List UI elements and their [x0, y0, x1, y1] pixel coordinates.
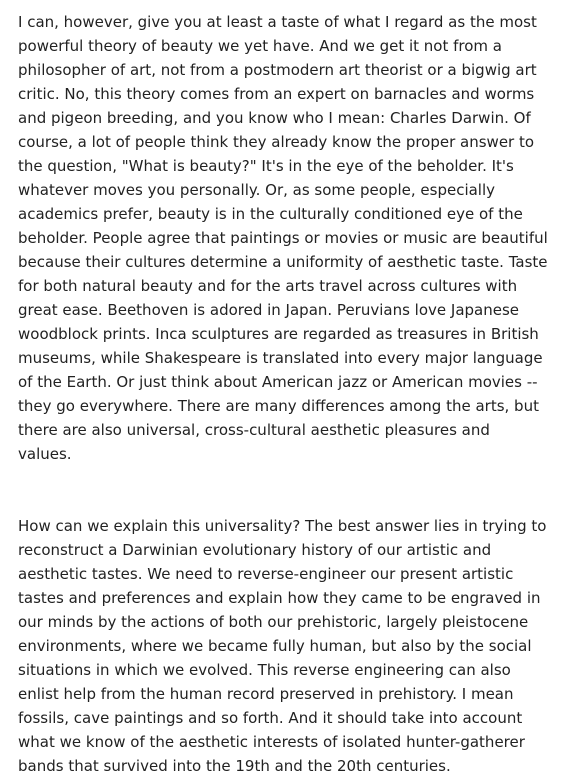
paragraph-2: How can we explain this universality? The best answer lies in trying to reconstruct a Darwinian evolutionary history of our artistic and aesthetic tastes. We need to reverse-engineer our present artistic tastes and preferences and explain how they came to be engraved in our minds by the actions of both our prehistoric, largely pleistocene environments, where we became fully human, but also by the social situations in which we evolved. This reverse engineering can also enlist help from the human record preserved in prehistory. I mean fossils, cave paintings and so forth. And it should take into account what we know of the aesthetic interests of isolated hunter-gatherer bands that survived into the 19th and the 20th centuries. [18, 517, 547, 775]
document-body [18, 10, 548, 778]
paragraph-1: I can, however, give you at least a taste of what I regard as the most powerful theory of beauty we yet have. And we get it not from a philosopher of art, not from a postmodern art theorist or a bigwig art critic. No, this theory comes from an expert on barnacles and worms and pigeon breeding, and you know who I mean: Charles Darwin. Of course, a lot of people think they already know the proper answer to the question, "What is beauty?" It's in the eye of the beholder. It's whatever moves you personally. Or, as some people, especially academics prefer, beauty is in the culturally conditioned eye of the beholder. People agree that paintings or movies or music are beautiful because their cultures determine a uniformity of aesthetic taste. Taste for both natural beauty and for the arts travel across cultures with great ease. Beethoven is adored in Japan. Peruvians love Japanese woodblock prints. Inca sculptures are regarded as treasures in British museums, while Shakespeare is translated into every major language of the Earth. Or just think about American jazz or American movies -- they go everywhere. There are many differences among the arts, but there are also universal, cross-cultural aesthetic pleasures and values. [18, 13, 548, 463]
